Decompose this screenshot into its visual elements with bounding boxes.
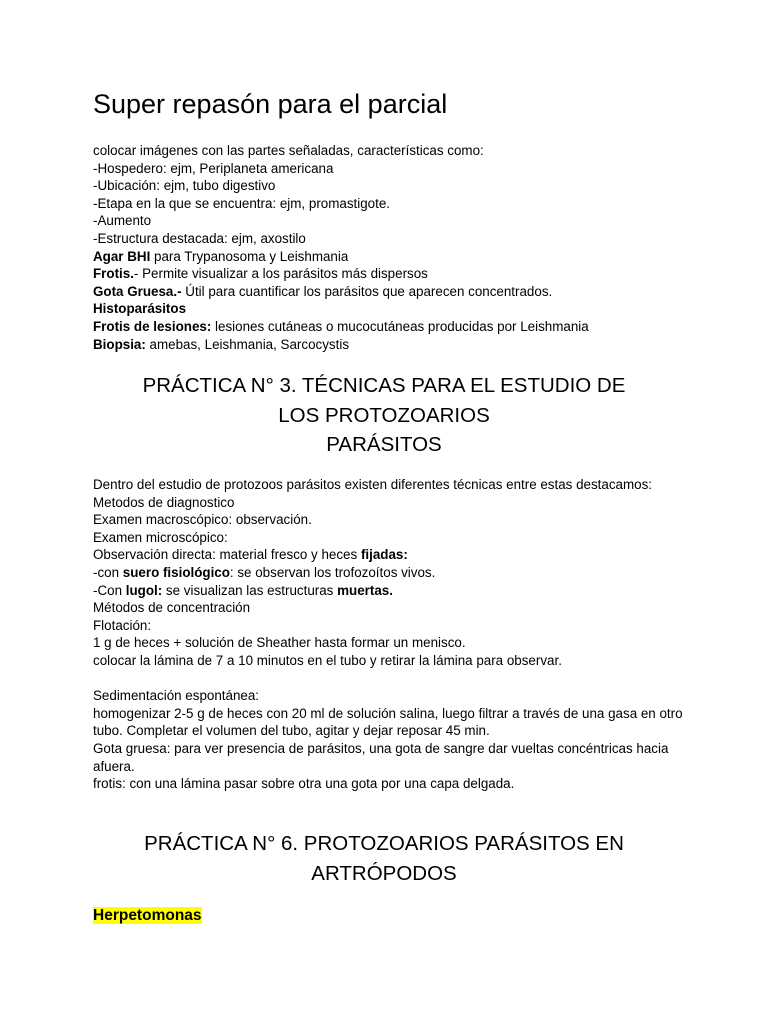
practica-6-heading [60, 829, 708, 888]
text-span: se visualizan las estructuras [162, 582, 338, 598]
heading-line: LOS PROTOZOARIOS [278, 403, 490, 427]
herpetomonas-subheading: Herpetomonas [93, 907, 202, 924]
text-span: Observación directa: material fresco y heces [93, 547, 361, 563]
text-line: frotis: con una lámina pasar sobre otra una gota por una capa delgada. [93, 776, 515, 792]
gota-text: Útil para cuantificar los parásitos que aparecen concentrados. [181, 283, 553, 299]
biopsia-term: Biopsia: [93, 336, 146, 352]
observacion-line [93, 546, 683, 564]
intro-line: -Estructura destacada: ejm, axostilo [93, 230, 306, 246]
biopsia-line [93, 336, 683, 354]
gota-line [93, 283, 683, 301]
herpetomonas-section [93, 906, 683, 926]
text-line: Examen microscópico: [93, 529, 228, 545]
spacer [93, 670, 683, 688]
agar-text: para Trypanosoma y Leishmania [150, 248, 349, 264]
bold-term: fijadas: [360, 547, 408, 563]
frotis-text: - Permite visualizar a los parásitos más dispersos [133, 266, 428, 282]
intro-line: -Aumento [93, 213, 152, 229]
intro-section [93, 142, 683, 353]
histoparasitos-line: Histoparásitos [93, 301, 187, 317]
practica-3-body [93, 476, 683, 793]
agar-line [93, 248, 683, 266]
practica-3-heading [60, 371, 708, 460]
lesiones-term: Frotis de lesiones: [93, 318, 212, 334]
agar-term: Agar BHI [93, 248, 151, 264]
text-span: : se observan los trofozoítos vivos. [229, 564, 436, 580]
bold-term: lugol: [125, 582, 163, 598]
lesiones-text: lesiones cutáneas o mucocutáneas producidas por Leishmania [211, 318, 589, 334]
heading-line: PARÁSITOS [326, 433, 442, 456]
heading-line: PRÁCTICA N° 6. PROTOZOARIOS PARÁSITOS EN [144, 832, 624, 855]
frotis-line [93, 265, 683, 283]
paragraph: Gota gruesa: para ver presencia de parásitos, una gota de sangre dar vueltas concéntricas hacia afuera. [93, 740, 669, 774]
intro-line: colocar imágenes con las partes señaladas, características como: [93, 143, 484, 158]
heading-line: PRÁCTICA N° 3. TÉCNICAS PARA EL ESTUDIO DE [142, 374, 626, 397]
text-line: Metodos de diagnostico [93, 494, 235, 510]
bold-term: suero fisiológico [122, 564, 230, 580]
lugol-line [93, 582, 683, 600]
document-title: Super repasón para el parcial [93, 89, 448, 119]
intro-line: -Ubicación: ejm, tubo digestivo [93, 178, 276, 194]
text-span: -con [93, 564, 123, 580]
text-line: Examen macroscópico: observación. [93, 512, 312, 528]
text-line: colocar la lámina de 7 a 10 minutos en el tubo y retirar la lámina para observar. [93, 652, 562, 668]
text-line: 1 g de heces + solución de Sheather hasta formar un menisco. [93, 635, 466, 651]
text-line: Flotación: [93, 617, 152, 633]
text-line: Métodos de concentración [93, 600, 251, 616]
intro-line: -Hospedero: ejm, Periplaneta americana [93, 160, 334, 176]
intro-line: -Etapa en la que se encuentra: ejm, promastigote. [93, 195, 391, 211]
paragraph: homogenizar 2-5 g de heces con 20 ml de solución salina, luego filtrar a través de una gasa en otro tubo. Completar el volumen del tubo, agitar y dejar reposar 45 min. [93, 705, 683, 739]
biopsia-text: amebas, Leishmania, Sarcocystis [145, 336, 350, 352]
bold-term: muertas. [337, 582, 393, 598]
text-line: Sedimentación espontánea: [93, 688, 260, 704]
gota-term: Gota Gruesa.- [93, 283, 182, 299]
lesiones-line [93, 318, 683, 336]
heading-line: ARTRÓPODOS [311, 861, 457, 885]
suero-line [93, 564, 683, 582]
paragraph: Dentro del estudio de protozoos parásitos existen diferentes técnicas entre estas destacamos: [93, 477, 653, 492]
frotis-term: Frotis. [93, 266, 134, 282]
text-span: -Con [93, 582, 126, 598]
